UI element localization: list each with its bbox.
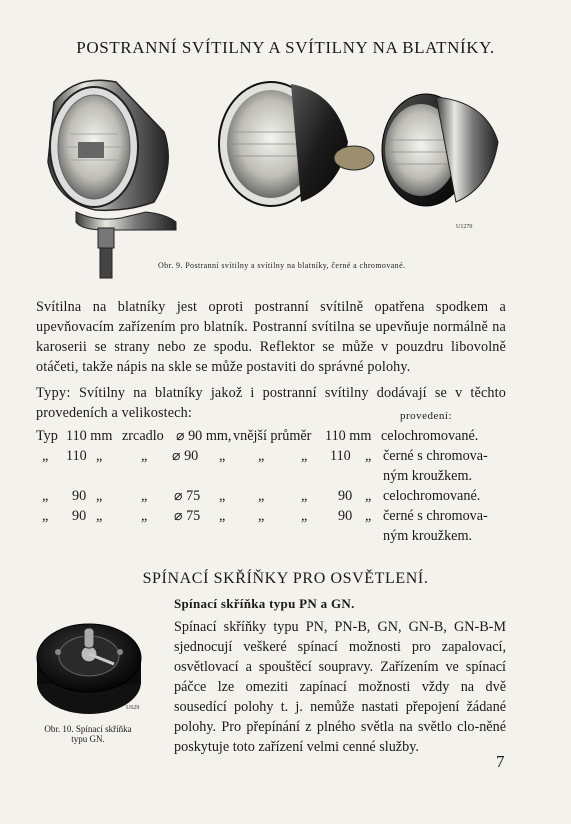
spec-ditto: „ [141,488,148,504]
spec-ditto: „ [301,488,308,504]
finish-column-header: provedení: [400,410,453,422]
spec-diameter: ⌀ 75 [174,488,201,504]
section-subtitle: Spínací skříňka typu PN a GN. [174,596,355,611]
caption-line: typu GN. [71,734,105,744]
paragraph-switch-box: Spínací skříňky typu PN, PN-B, GN, GN-B, GN-B-M sjednocují veškeré spínací možnosti pro zapalovací, osvětlovací a spouštěcí soupravy. Zařízením ve spínací páčce lze omeziti zapínací možnosti vždy na dvě sousedící polohy t. j. nemůže nastati přepojení žádané polohy. Pro přepínání z plného světla na světlo clo-něné poskytuje toto zařízení velmi cenné služby. [174,619,506,755]
spec-finish: celochromované. [381,428,479,444]
spec-size: 110 [66,448,87,464]
spec-ditto: „ [42,488,49,504]
spec-typ: Typ [36,428,58,444]
spec-ditto: „ [96,488,103,504]
spec-finish: černé s chromova- [383,448,488,464]
paragraph-fender-lamp: Svítilna na blatníky jest oproti postranní svítilně opatřena spodkem a upevňovacím zařízením pro blatník. Postranní svítilna se upevňuje normálně na karoserii se strany nebo ze spodu. Reflektor se může v pouzdru libovolně otáčeti, takže nápis na skle se může postaviti do správné polohy. [36,299,506,375]
figure-code: U1270 [456,224,473,230]
fender-lamp-chrome [48,80,176,278]
spec-row [36,426,506,446]
spec-ditto: „ [96,508,103,524]
spec-finish-cont: ným kroužkem. [383,528,473,544]
spec-ditto: „ [42,508,49,524]
spec-ditto: „ [141,508,148,524]
spec-row [36,466,506,486]
spec-ditto: „ [365,508,372,524]
figure-caption: Obr. 9. Postranní svítilny a svítilny na blatníky, černé a chromované. [158,261,406,270]
spec-diameter: ⌀ 90 [172,448,199,464]
spec-ditto: „ [219,508,226,524]
types-lead: Typy: [36,385,71,401]
spec-ditto: „ [219,448,226,464]
spec-ditto: „ [42,448,49,464]
spec-row [36,526,506,546]
spec-finish-cont: ným kroužkem. [383,468,473,484]
spec-finish: černé s chromova- [383,508,488,524]
spec-ditto: „ [219,488,226,504]
spec-ditto: „ [141,448,148,464]
spec-size: 110 mm [66,428,113,444]
spec-row [36,506,506,526]
spec-outer-size: 90 [338,488,353,504]
spec-outer-size: 110 mm [325,428,372,444]
spec-ditto: „ [258,508,265,524]
lamps-figure [36,72,506,282]
figure-code: U629 [126,705,140,711]
page-number: 7 [496,752,505,771]
spec-size: 90 [72,508,87,524]
caption-line: Obr. 10. Spínací skříňka [44,724,132,734]
spec-ditto: „ [258,488,265,504]
spec-outer-size: 110 [330,448,351,464]
spec-outer: vnější průměr [233,428,312,444]
spec-size: 90 [72,488,87,504]
figure-caption [28,724,148,744]
spec-ditto: „ [301,508,308,524]
spec-mirror: zrcadlo [122,428,164,444]
spec-outer-size: 90 [338,508,353,524]
spec-ditto: „ [258,448,265,464]
side-lamp-black [219,82,374,206]
types-text: Svítilny na blatníky jakož i postranní svítilny dodávají se v těchto provedeních a velikostech: [36,385,506,421]
spec-diameter: ⌀ 90 mm, [176,428,232,444]
spec-ditto: „ [96,448,103,464]
spec-row [36,486,506,506]
section-title-switches: SPÍNACÍ SKŘÍŇKY PRO OSVĚTLENÍ. [142,570,429,587]
spec-row [36,446,506,466]
spec-ditto: „ [301,448,308,464]
section-title-lamps: POSTRANNÍ SVÍTILNY A SVÍTILNY NA BLATNÍKY. [76,38,495,57]
spec-ditto: „ [365,448,372,464]
spec-diameter: ⌀ 75 [174,508,201,524]
spec-finish: celochromované. [383,488,481,504]
spec-ditto: „ [365,488,372,504]
side-lamp-chrome-ring [382,94,498,206]
switch-box-figure [34,618,144,718]
